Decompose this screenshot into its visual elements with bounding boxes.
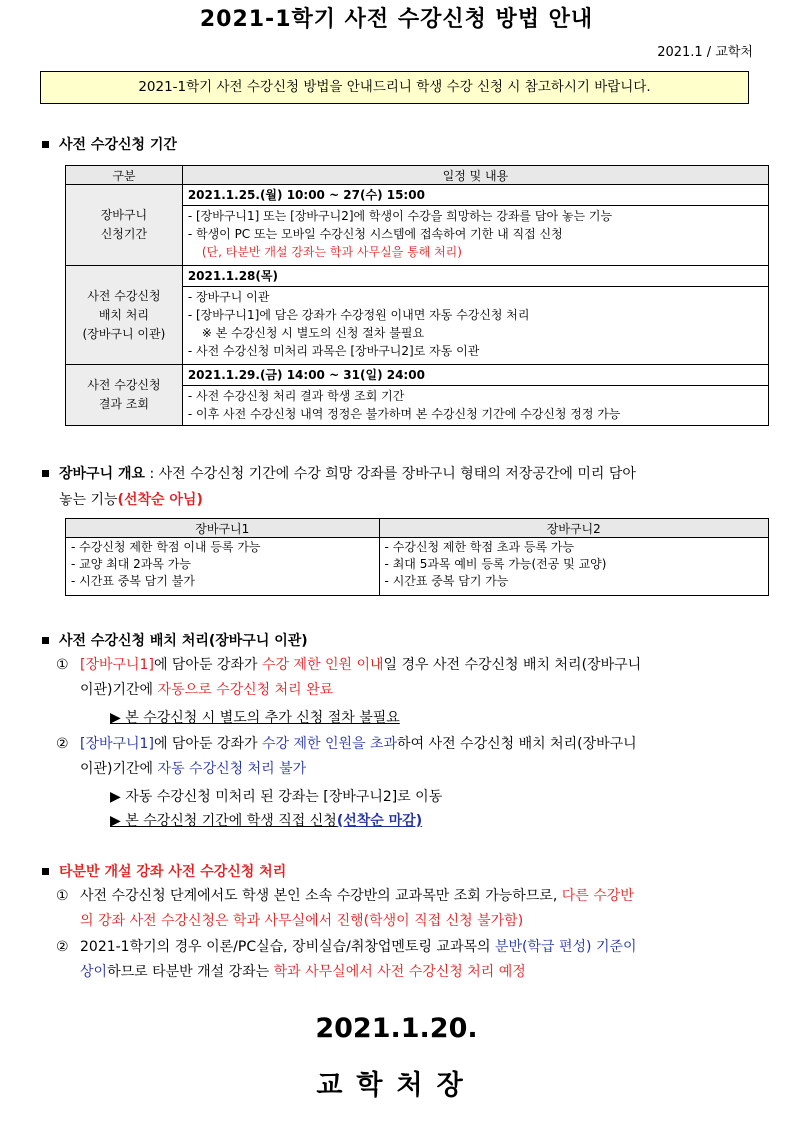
square-bullet-icon — [42, 637, 49, 644]
row-date: 2021.1.29.(금) 14:00 ~ 31(일) 24:00 — [182, 365, 768, 386]
row-category — [66, 365, 183, 426]
row-details — [182, 206, 768, 266]
text-span: ▶ 본 수강신청 기간에 학생 직접 신청 — [110, 813, 337, 829]
col-cart2-header: 장바구니2 — [379, 519, 768, 538]
col-cart1-header: 장바구니1 — [66, 519, 380, 538]
square-bullet-icon — [42, 868, 49, 875]
limit-within: 수강 제한 인원 이내 — [261, 657, 384, 673]
limit-exceeded: 수강 제한 인원을 초과 — [261, 736, 398, 752]
class-criteria-2: 상이 — [80, 964, 108, 980]
text-span: 일 경우 사전 수강신청 배치 처리(장바구니 — [383, 657, 642, 673]
section-batch-heading — [40, 630, 308, 650]
detail-line: - [장바구니1]에 담은 강좌가 수강정원 이내면 자동 수강신청 처리 — [187, 308, 530, 322]
list-item: - 수강신청 제한 학점 이내 등록 가능 — [71, 540, 261, 554]
table-header-row — [66, 519, 769, 538]
list-item: - 교양 최대 2과목 가능 — [71, 557, 191, 571]
batch-paragraph-1 — [56, 653, 752, 703]
cart1-ref: [장바구니1] — [80, 736, 154, 752]
batch-bullet-3 — [110, 810, 422, 830]
row-details — [182, 287, 768, 365]
section-period-heading — [40, 134, 177, 154]
period-table — [65, 165, 769, 426]
text-span: 에 담아둔 강좌가 — [153, 657, 262, 673]
first-come-note: (선착순 아님) — [117, 492, 203, 508]
list-item: - 시간표 중복 담기 불가 — [71, 574, 195, 588]
list-item: - 수강신청 제한 학점 초과 등록 가능 — [384, 540, 575, 554]
num-marker: ② — [56, 736, 69, 752]
office-process: 학과 사무실에서 사전 수강신청 처리 예정 — [273, 964, 526, 980]
other-class-ref: 다른 수강반 — [561, 888, 634, 904]
row-category-label: 사전 수강신청 배치 처리 (장바구니 이관) — [82, 288, 166, 341]
section-cart-heading — [40, 461, 750, 513]
text-span: 하여 사전 수강신청 배치 처리(장바구니 — [397, 736, 637, 752]
section-desc-2: 놓는 기능 — [59, 492, 118, 508]
num-marker: ① — [56, 657, 69, 673]
list-item: - 시간표 중복 담기 가능 — [384, 574, 509, 588]
class-criteria: 분반(학급 편성) 기준이 — [495, 939, 637, 955]
cart2-items — [379, 538, 768, 596]
row-category — [66, 266, 183, 365]
cart-table — [65, 518, 769, 596]
first-come-close: (선착순 마감) — [336, 813, 423, 829]
detail-line: ※ 본 수강신청 시 별도의 신청 절차 불필요 — [201, 326, 425, 340]
section-other-class-heading — [40, 861, 286, 881]
square-bullet-icon — [42, 141, 49, 148]
page-title: 2021-1학기 사전 수강신청 방법 안내 — [199, 7, 594, 32]
section-title: 장바구니 개요 — [59, 466, 146, 482]
section-title: 사전 수강신청 배치 처리(장바구니 이관) — [59, 633, 308, 649]
cart1-ref: [장바구니1] — [80, 657, 154, 673]
table-row — [66, 185, 769, 206]
footer-signer: 교학처장 — [316, 1070, 477, 1101]
detail-line: - 학생이 PC 또는 모바일 수강신청 시스템에 접속하여 기한 내 직접 신청 — [187, 227, 563, 241]
cart1-items — [66, 538, 380, 596]
row-category-label: 장바구니 신청기간 — [100, 208, 148, 241]
col-detail-header: 일정 및 내용 — [182, 166, 768, 185]
text-span: 이관)기간에 — [80, 761, 158, 777]
batch-paragraph-2 — [56, 732, 752, 782]
num-marker: ② — [56, 939, 69, 955]
num-marker: ① — [56, 888, 69, 904]
row-date: 2021.1.28(목) — [182, 266, 768, 287]
text-span: 에 담아둔 강좌가 — [153, 736, 262, 752]
auto-impossible: 자동 수강신청 처리 불가 — [157, 761, 307, 777]
row-category — [66, 185, 183, 266]
table-row — [66, 266, 769, 287]
other-class-process: 의 강좌 사전 수강신청은 학과 사무실에서 진행(학생이 직접 신청 불가함) — [80, 913, 524, 929]
section-title: 사전 수강신청 기간 — [59, 137, 177, 153]
col-category-header: 구분 — [66, 166, 183, 185]
other-paragraph-1 — [56, 884, 752, 934]
batch-bullet-1: ▶ 본 수강신청 시 별도의 추가 신청 절차 불필요 — [110, 710, 400, 726]
row-date: 2021.1.25.(월) 10:00 ~ 27(수) 15:00 — [182, 185, 768, 206]
text-span: 이관)기간에 — [80, 682, 158, 698]
text-span: 사전 수강신청 단계에서도 학생 본인 소속 수강반의 교과목만 조회 가능하므로, — [80, 888, 562, 904]
section-desc: : 사전 수강신청 기간에 수강 희망 강좌를 장바구니 형태의 저장공간에 미리 담아 — [145, 466, 636, 482]
detail-line: - 장바구니 이관 — [187, 290, 270, 304]
table-row — [66, 538, 769, 596]
text-span: 하므로 타분반 개설 강좌는 — [107, 964, 274, 980]
detail-line: - 이후 사전 수강신청 내역 정정은 불가하며 본 수강신청 기간에 수강신청 정정 가능 — [187, 407, 621, 421]
row-category-label: 사전 수강신청 결과 조회 — [87, 378, 161, 411]
other-paragraph-2 — [56, 935, 752, 985]
section-title: 타분반 개설 강좌 사전 수강신청 처리 — [59, 864, 287, 880]
text-span: 2021-1학기의 경우 이론/PC실습, 장비실습/취창업멘토링 교과목의 — [80, 939, 495, 955]
square-bullet-icon — [42, 470, 49, 477]
table-row — [66, 365, 769, 386]
detail-line: - 사전 수강신청 미처리 과목은 [장바구니2]로 자동 이관 — [187, 344, 480, 358]
dateline: 2021.1 / 교학처 — [657, 45, 753, 60]
list-item: - 최대 5과목 예비 등록 가능(전공 및 교양) — [384, 557, 607, 571]
notice-box: 2021-1학기 사전 수강신청 방법을 안내드리니 학생 수강 신청 시 참고하시기 바랍니다. — [40, 71, 749, 104]
batch-bullet-2: ▶ 자동 수강신청 미처리 된 강좌는 [장바구니2]로 이동 — [110, 789, 443, 805]
detail-note: (단, 타분반 개설 강좌는 학과 사무실을 통해 처리) — [201, 245, 462, 259]
row-details — [182, 386, 768, 426]
auto-complete: 자동으로 수강신청 처리 완료 — [157, 682, 334, 698]
detail-line: - 사전 수강신청 처리 결과 학생 조회 기간 — [187, 389, 405, 403]
detail-line: - [장바구니1] 또는 [장바구니2]에 학생이 수강을 희망하는 강좌를 담아 놓는 기능 — [187, 209, 613, 223]
footer-date: 2021.1.20. — [315, 1013, 478, 1044]
table-header-row — [66, 166, 769, 185]
